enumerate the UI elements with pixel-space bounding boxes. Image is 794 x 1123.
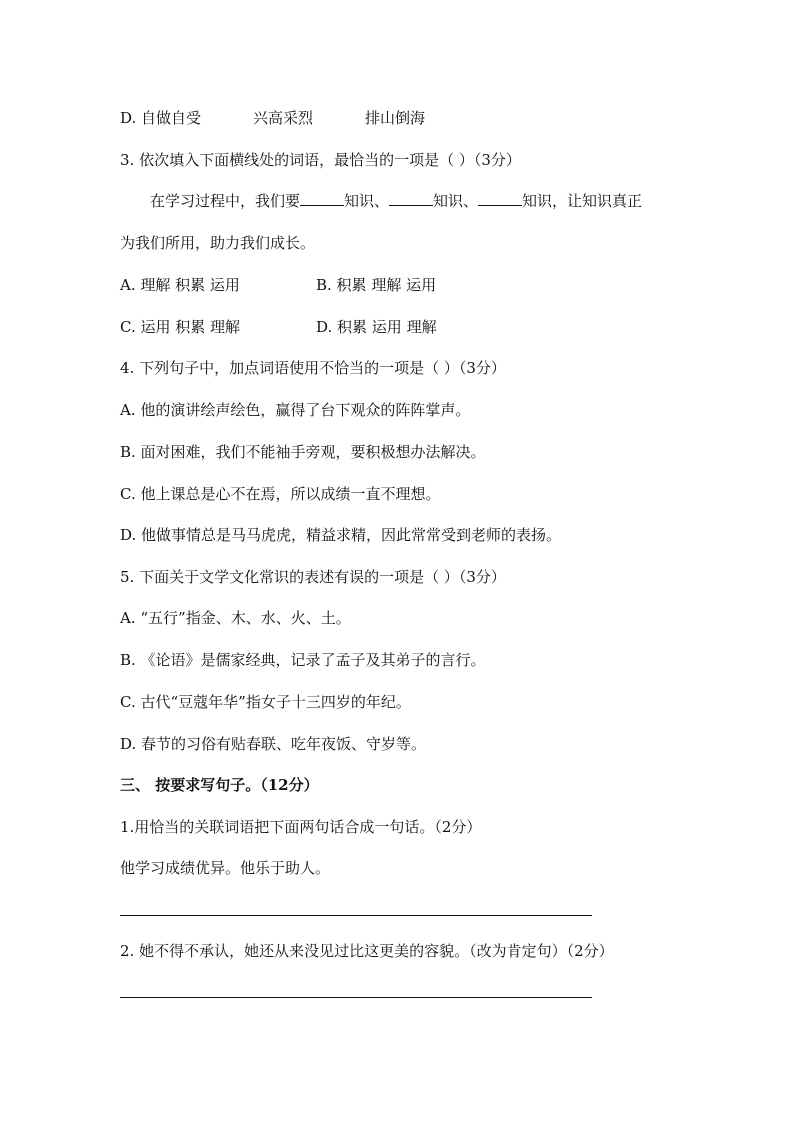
fill-blank-1[interactable]	[300, 191, 344, 206]
question-4: 4. 下列句子中，加点词语使用不恰当的一项是（ ）（3分）	[120, 359, 506, 377]
q3-option-c: C. 运用 积累 理解	[120, 318, 241, 336]
q4-option-a: A. 他的演讲绘声绘色，赢得了台下观众的阵阵掌声。	[120, 401, 471, 419]
q5-option-c: C. 古代“豆蔻年华”指女子十三四岁的年纪。	[120, 693, 411, 711]
passage-part-3: 知识、	[433, 192, 479, 210]
passage-part-1: 在学习过程中，我们要	[150, 192, 301, 210]
q4-option-d: D. 他做事情总是马马虎虎，精益求精，因此常常受到老师的表扬。	[120, 526, 562, 544]
passage-part-2: 知识、	[344, 192, 390, 210]
question-3: 3. 依次填入下面横线处的词语，最恰当的一项是（ ）（3分）	[120, 151, 521, 169]
option-d-word-3: 排山倒海	[365, 109, 426, 127]
question-3-passage-line-2: 为我们所用，助力我们成长。	[120, 234, 316, 252]
q3-option-d: D. 积累 运用 理解	[316, 318, 437, 336]
fill-blank-3[interactable]	[478, 191, 522, 206]
question-5: 5. 下面关于文学文化常识的表述有误的一项是（ ）（3分）	[120, 568, 506, 586]
q5-option-d: D. 春节的习俗有贴春联、吃年夜饭、守岁等。	[120, 735, 427, 753]
q4-option-b: B. 面对困难，我们不能袖手旁观，要积极想办法解决。	[120, 443, 486, 461]
q5-option-a: A. “五行”指金、木、水、火、土。	[120, 609, 351, 627]
q3-option-a: A. 理解 积累 运用	[120, 276, 240, 294]
question-3-passage-line-1	[150, 191, 642, 211]
option-d-previous	[120, 108, 425, 128]
section-3-question-1-sentences: 他学习成绩优异。他乐于助人。	[120, 859, 331, 877]
question-3-options-row-2	[120, 317, 437, 337]
fill-blank-2[interactable]	[389, 191, 433, 206]
section-3-question-1: 1.用恰当的关联词语把下面两句话合成一句话。（2分）	[120, 818, 482, 836]
answer-line-2[interactable]	[120, 997, 592, 998]
option-d-word-1: D. 自做自受	[120, 109, 202, 127]
question-3-options-row-1	[120, 275, 436, 295]
section-3-heading: 三、 按要求写句子。（12分）	[120, 776, 319, 794]
option-d-word-2: 兴高采烈	[253, 109, 314, 127]
q4-option-c: C. 他上课总是心不在焉，所以成绩一直不理想。	[120, 485, 441, 503]
q3-option-b: B. 积累 理解 运用	[316, 276, 437, 294]
passage-part-4: 知识，让知识真正	[522, 192, 643, 210]
answer-line-1[interactable]	[120, 915, 592, 916]
section-3-question-2: 2. 她不得不承认，她还从来没见过比这更美的容貌。（改为肯定句）（2分）	[120, 942, 614, 960]
q5-option-b: B. 《论语》是儒家经典，记录了孟子及其弟子的言行。	[120, 651, 486, 669]
